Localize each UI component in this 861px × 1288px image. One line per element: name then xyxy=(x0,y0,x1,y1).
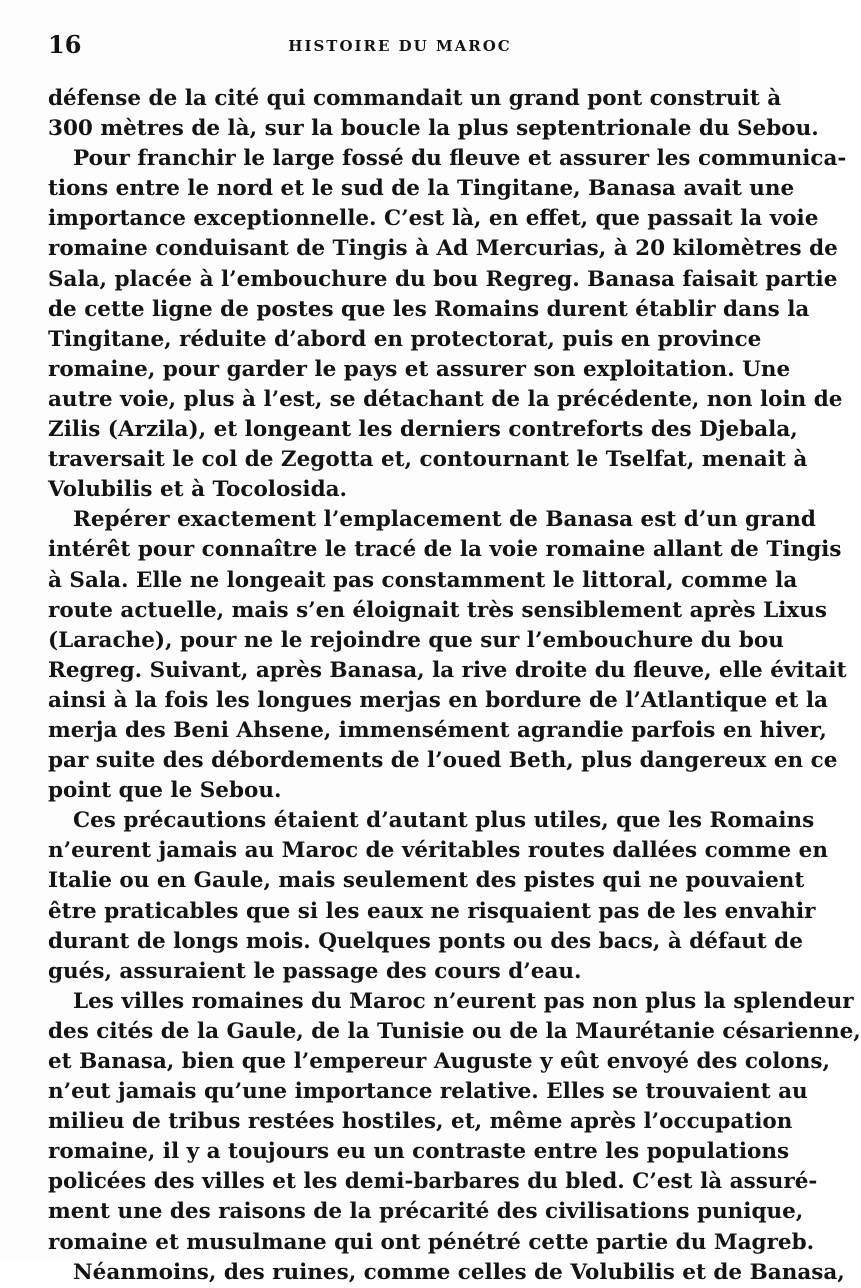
text-line: Tingitane, réduite d’abord en protectorat, puis en province xyxy=(48,326,762,352)
text-line: et Banasa, bien que l’empereur Auguste y eût envoyé des colons, xyxy=(48,1049,830,1074)
text-line: romaine conduisant de Tingis à Ad Mercurias, à 20 kilomètres de xyxy=(48,236,838,262)
text-line: Regreg. Suivant, après Banasa, la rive droite du fleuve, elle évitait xyxy=(48,657,847,683)
text-line: ainsi à la fois les longues merjas en bordure de l’Atlantique et la xyxy=(48,687,828,713)
text-line: des cités de la Gaule, de la Tunisie ou de la Maurétanie césarienne, xyxy=(48,1018,861,1044)
text-line: n’eurent jamais au Maroc de véritables routes dallées comme en xyxy=(48,838,828,864)
text-line: Volubilis et à Tocolosida. xyxy=(48,477,348,503)
text-line: Les villes romaines du Maroc n’eurent pas non plus la splendeur xyxy=(73,988,854,1014)
text-line: autre voie, plus à l’est, se détachant de la précédente, non loin de xyxy=(48,386,843,412)
text-line: route actuelle, mais s’en éloignait très sensiblement après Lixus xyxy=(48,597,827,623)
body-text xyxy=(48,84,861,1288)
text-line: Italie ou en Gaule, mais seulement des pistes qui ne pouvaient xyxy=(48,868,805,894)
text-line: à Sala. Elle ne longeait pas constamment le littoral, comme la xyxy=(48,567,798,593)
text-line: point que le Sebou. xyxy=(48,778,282,804)
text-line: être praticables que si les eaux ne risquaient pas de les envahir xyxy=(48,898,816,924)
running-header xyxy=(48,30,752,60)
text-line: par suite des débordements de l’oued Beth, plus dangereux en ce xyxy=(48,748,838,774)
text-line: gués, assuraient le passage des cours d’eau. xyxy=(48,958,582,984)
text-line: durant de longs mois. Quelques ponts ou des bacs, à défaut de xyxy=(48,928,803,954)
text-line: défense de la cité qui commandait un grand pont construit à xyxy=(48,86,782,111)
running-title: HISTOIRE DU MAROC xyxy=(288,37,512,55)
text-line: ment une des raisons de la précarité des civilisations punique, xyxy=(48,1199,804,1225)
text-line: tions entre le nord et le sud de la Tingitane, Banasa avait une xyxy=(48,176,795,202)
text-line: romaine, il y a toujours eu un contraste entre les populations xyxy=(48,1139,790,1165)
text-line: importance exceptionnelle. C’est là, en effet, que passait la voie xyxy=(48,206,819,232)
text-line: romaine et musulmane qui ont pénétré cette partie du Magreb. xyxy=(48,1229,815,1255)
text-line: traversait le col de Zegotta et, contournant le Tselfat, menait à xyxy=(48,447,808,473)
text-line: Repérer exactement l’emplacement de Banasa est d’un grand xyxy=(73,507,816,533)
text-line: 300 mètres de là, sur la boucle la plus septentrionale du Sebou. xyxy=(48,116,819,142)
text-line: Pour franchir le large fossé du fleuve et assurer les communica- xyxy=(73,146,847,172)
text-line: merja des Beni Ahsene, immensément agrandie parfois en hiver, xyxy=(48,717,827,743)
text-line: romaine, pour garder le pays et assurer son exploitation. Une xyxy=(48,356,791,382)
text-line: de cette ligne de postes que les Romains durent établir dans la xyxy=(48,296,810,322)
text-line: Néanmoins, des ruines, comme celles de Volubilis et de Banasa, xyxy=(73,1259,845,1285)
text-line: Sala, placée à l’embouchure du bou Regreg. Banasa faisait partie xyxy=(48,266,838,292)
page-number: 16 xyxy=(48,30,82,59)
text-line: n’eut jamais qu’une importance relative. Elles se trouvaient au xyxy=(48,1079,808,1105)
text-line: intérêt pour connaître le tracé de la voie romaine allant de Tingis xyxy=(48,537,842,563)
text-line: Zilis (Arzila), et longeant les derniers contreforts des Djebala, xyxy=(48,417,798,443)
text-line: milieu de tribus restées hostiles, et, même après l’occupation xyxy=(48,1109,793,1135)
text-line: policées des villes et les demi-barbares du bled. C’est là assuré- xyxy=(48,1169,818,1195)
text-line: Ces précautions étaient d’autant plus utiles, que les Romains xyxy=(73,808,815,834)
text-line: (Larache), pour ne le rejoindre que sur l’embouchure du bou xyxy=(48,627,784,653)
